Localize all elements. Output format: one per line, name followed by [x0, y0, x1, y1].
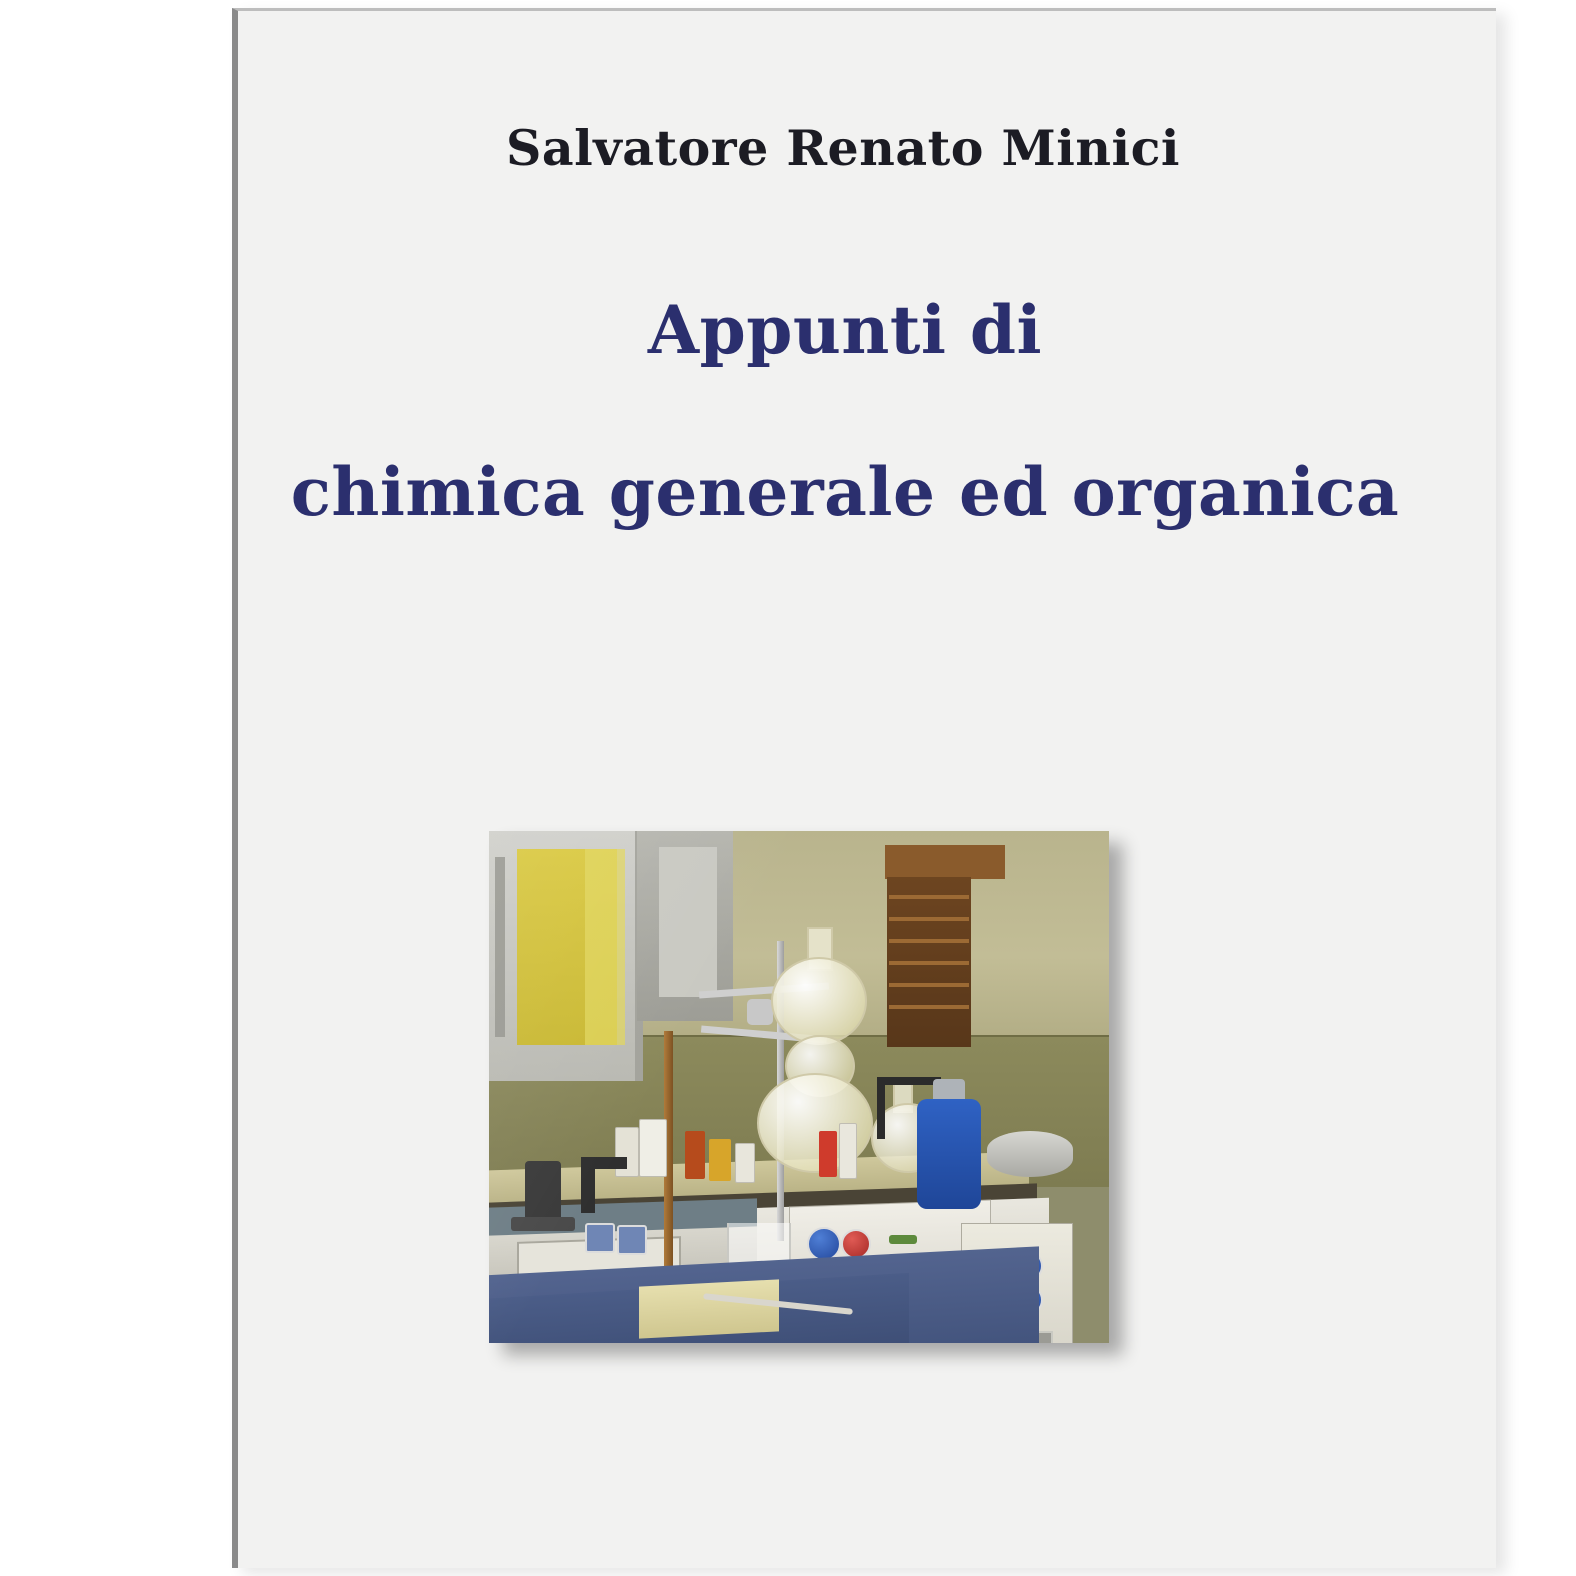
- reagent-bottle: [615, 1127, 639, 1177]
- gas-tap-handle: [581, 1157, 627, 1169]
- power-socket: [585, 1223, 615, 1253]
- microscope-base: [511, 1217, 575, 1231]
- power-socket: [617, 1225, 647, 1255]
- title-line-2: chimica generale ed organica: [290, 453, 1400, 531]
- small-bottle: [839, 1123, 857, 1179]
- blue-knob: [807, 1227, 841, 1261]
- cupboard-slat: [889, 895, 969, 899]
- title-line-1: Appunti di: [647, 291, 1043, 369]
- book-title: [238, 291, 1496, 531]
- microscope-body: [525, 1161, 561, 1225]
- wood-cupboard-top: [885, 845, 1005, 879]
- cupboard-slat: [889, 939, 969, 943]
- clamp-hub: [747, 999, 773, 1025]
- blue-pressure-vessel: [917, 1099, 981, 1209]
- yellow-bottle: [709, 1139, 731, 1181]
- red-bottle: [819, 1131, 837, 1177]
- author-name: Salvatore Renato Minici: [505, 119, 1181, 177]
- book-cover: [232, 8, 1496, 1568]
- cupboard-slat: [889, 961, 969, 965]
- green-switch: [889, 1235, 917, 1244]
- stainless-pot: [987, 1131, 1073, 1177]
- black-pipe-horizontal: [881, 1077, 941, 1085]
- small-bottle: [735, 1143, 755, 1183]
- grey-wall-panel-inner: [659, 847, 717, 997]
- reagent-bottle: [639, 1119, 667, 1177]
- cupboard-slat: [889, 1005, 969, 1009]
- black-pipe-vertical: [877, 1077, 885, 1139]
- cupboard-slat: [889, 917, 969, 921]
- round-bottom-flask-upper: [771, 957, 867, 1045]
- cabinet-hinge: [495, 857, 505, 1037]
- yellow-panel-highlight: [585, 849, 625, 1045]
- cupboard-slat: [889, 983, 969, 987]
- amber-bottle: [685, 1131, 705, 1179]
- wooden-board: [639, 1279, 779, 1338]
- cover-photograph: [489, 831, 1109, 1343]
